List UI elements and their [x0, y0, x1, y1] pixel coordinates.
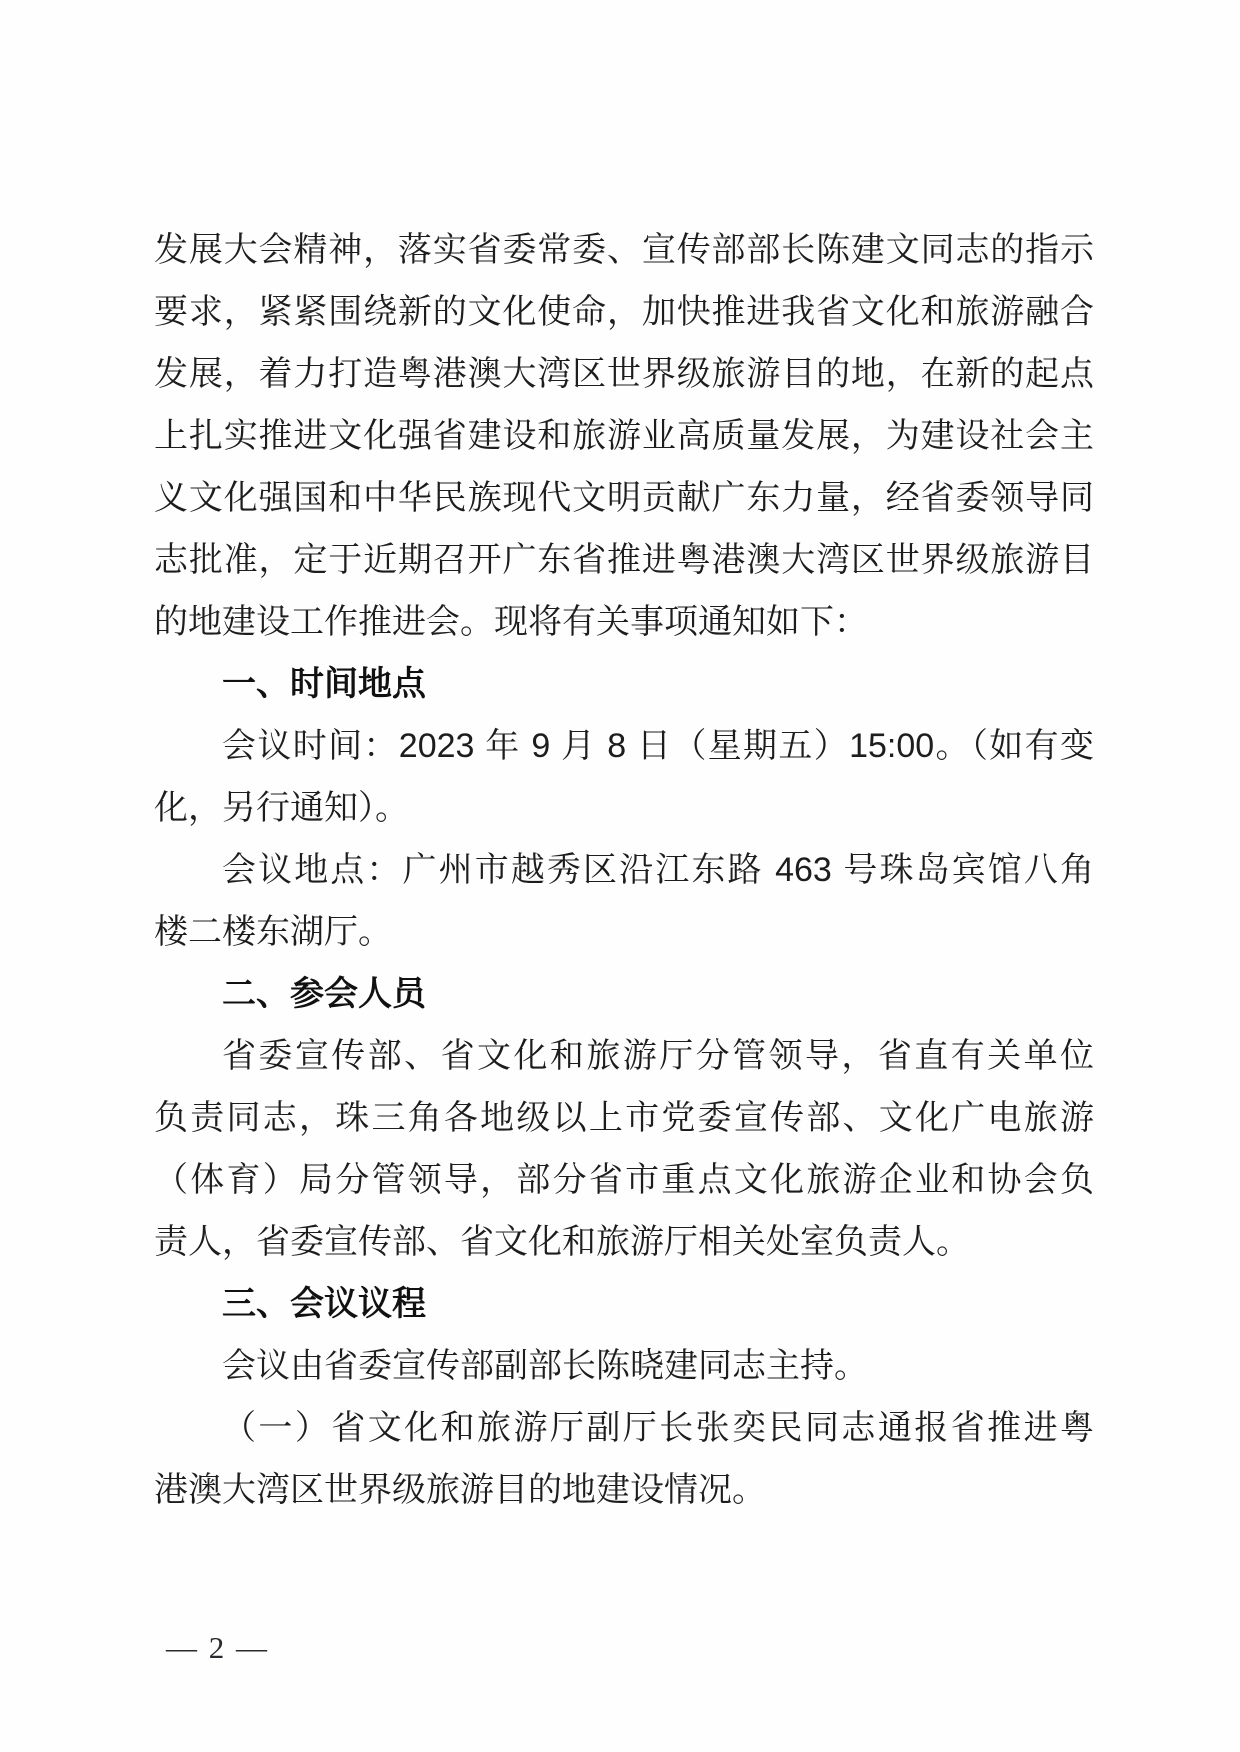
- section-heading: 三、会议议程: [222, 1285, 426, 1323]
- text-line: （一）省文化和旅游厅副厅长张奕民同志通报省推进粤: [222, 1409, 1094, 1447]
- text-line: 会议由省委宣传部副部长陈晓建同志主持。: [222, 1347, 868, 1385]
- text-line: 的地建设工作推进会。现将有关事项通知如下：: [154, 603, 868, 641]
- text-line: 港澳大湾区世界级旅游目的地建设情况。: [154, 1471, 766, 1509]
- text-line: 会议地点：广州市越秀区沿江东路 463 号珠岛宾馆八角: [222, 851, 1094, 889]
- text-line: 上扎实推进文化强省建设和旅游业高质量发展，为建设社会主: [154, 417, 1094, 455]
- text-line: 负责同志，珠三角各地级以上市党委宣传部、文化广电旅游: [154, 1099, 1094, 1137]
- section-heading: 二、参会人员: [222, 975, 426, 1013]
- text-line: 楼二楼东湖厅。: [154, 913, 392, 951]
- text-line: 省委宣传部、省文化和旅游厅分管领导，省直有关单位: [222, 1037, 1094, 1075]
- section-heading: 一、时间地点: [222, 665, 426, 703]
- text-line: （体育）局分管领导，部分省市重点文化旅游企业和协会负: [154, 1161, 1094, 1199]
- text-line: 发展，着力打造粤港澳大湾区世界级旅游目的地，在新的起点: [154, 355, 1094, 393]
- text-line: 化，另行通知）。: [154, 789, 409, 827]
- document-body: [154, 219, 1094, 1521]
- text-line: 义文化强国和中华民族现代文明贡献广东力量，经省委领导同: [154, 479, 1094, 517]
- text-line: 志批准，定于近期召开广东省推进粤港澳大湾区世界级旅游目: [154, 541, 1094, 579]
- page-number: — 2 —: [166, 1630, 269, 1665]
- text-line: 要求，紧紧围绕新的文化使命，加快推进我省文化和旅游融合: [154, 293, 1094, 331]
- text-line: 责人，省委宣传部、省文化和旅游厅相关处室负责人。: [154, 1223, 970, 1261]
- text-line: 发展大会精神，落实省委常委、宣传部部长陈建文同志的指示: [154, 231, 1094, 269]
- text-line: 会议时间：2023 年 9 月 8 日（星期五）15:00。（如有变: [222, 727, 1094, 765]
